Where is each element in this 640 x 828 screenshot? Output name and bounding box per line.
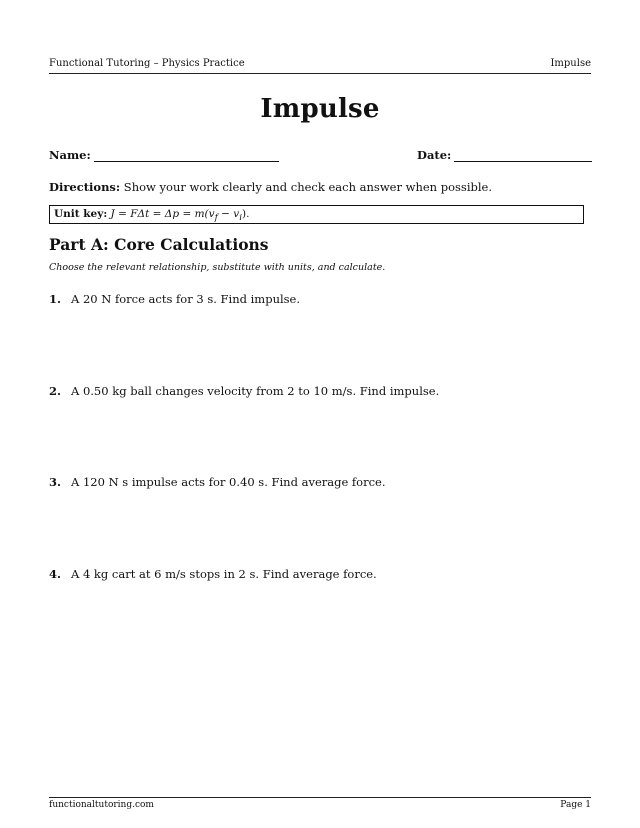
question-text: A 120 N s impulse acts for 0.40 s. Find average force. <box>71 475 386 489</box>
section-title: Part A: Core Calculations <box>49 235 269 254</box>
section-subtitle: Choose the relevant relationship, substitute with units, and calculate. <box>49 262 386 273</box>
directions-text: Show your work clearly and check each answer when possible. <box>120 180 493 194</box>
question-text: A 20 N force acts for 3 s. Find impulse. <box>71 292 301 306</box>
header-course-label: Functional Tutoring – Physics Practice <box>49 58 245 69</box>
directions-label: Directions: <box>49 180 121 194</box>
formula-minus: − v <box>217 208 240 220</box>
question-item <box>49 292 300 306</box>
name-blank-line <box>94 149 279 162</box>
question-number: 4. <box>49 567 62 581</box>
formula-main: J = FΔt = Δp = m(v <box>107 208 215 220</box>
unit-key-label: Unit key: <box>54 208 108 220</box>
date-label: Date: <box>417 148 452 162</box>
question-number: 2. <box>49 384 62 398</box>
unit-key-formula <box>107 208 243 224</box>
question-item <box>49 567 377 581</box>
date-field <box>417 148 592 162</box>
name-label: Name: <box>49 148 91 162</box>
running-header <box>49 58 591 74</box>
name-field <box>49 148 279 162</box>
footer-site-link: functionaltutoring.com <box>49 800 154 810</box>
formula-sub-f: f <box>214 213 218 224</box>
running-footer <box>49 797 591 810</box>
question-text: A 0.50 kg ball changes velocity from 2 to 10 m/s. Find impulse. <box>71 384 440 398</box>
footer-page-number: Page 1 <box>560 800 591 810</box>
formula-sub-i: i <box>239 213 243 224</box>
date-blank-line <box>454 149 592 162</box>
question-number: 3. <box>49 475 62 489</box>
unit-key-box <box>49 205 584 224</box>
question-text: A 4 kg cart at 6 m/s stops in 2 s. Find average force. <box>71 567 377 581</box>
question-item <box>49 475 386 489</box>
page-title: Impulse <box>260 94 380 124</box>
question-item <box>49 384 439 398</box>
header-topic-label: Impulse <box>550 58 591 69</box>
question-number: 1. <box>49 292 62 306</box>
directions <box>49 180 492 194</box>
formula-end: ). <box>242 208 250 220</box>
